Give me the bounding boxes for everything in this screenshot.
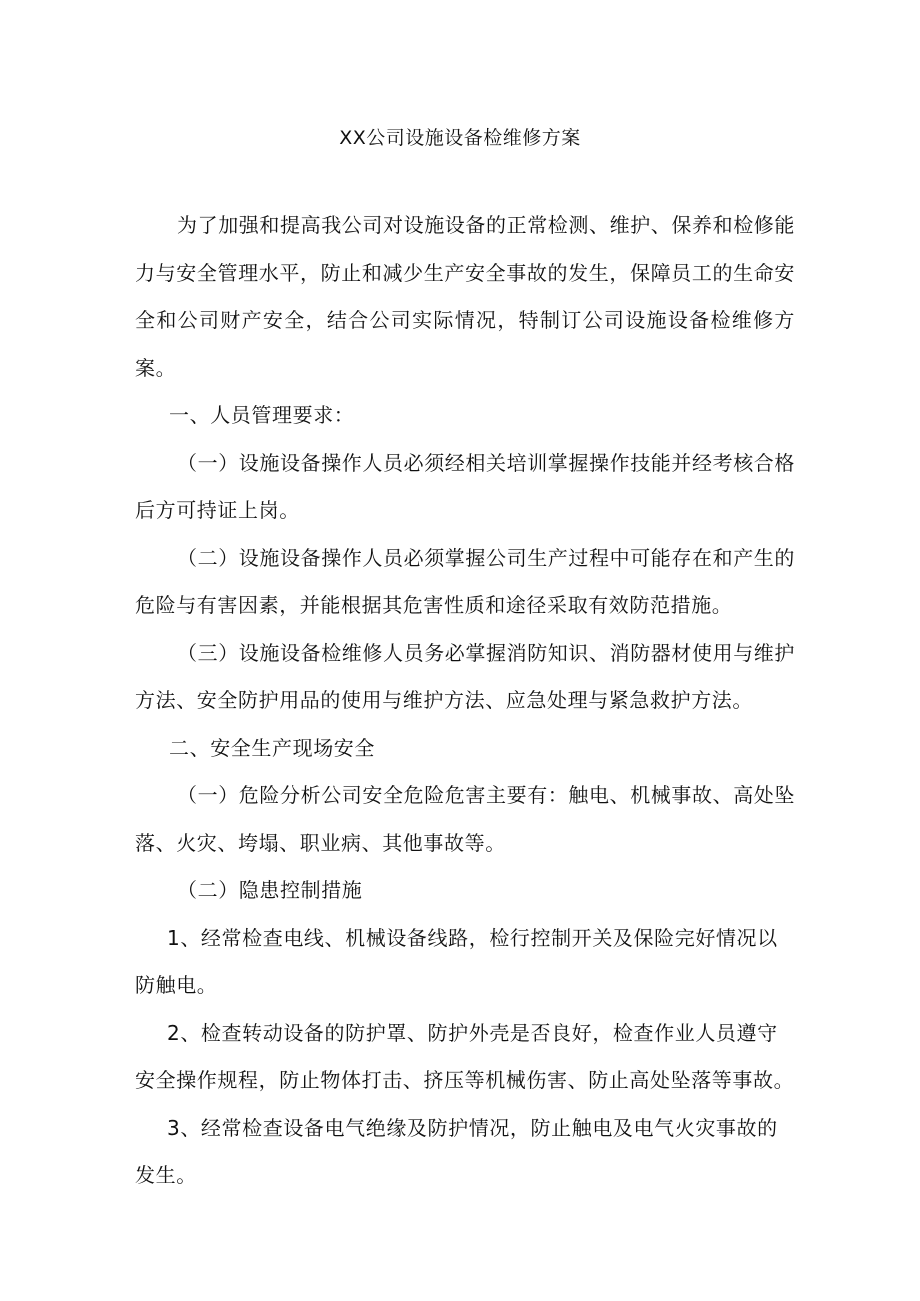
control-measure-1: 1、经常检查电线、机械设备线路，检行控制开关及保险完好情况以防触电。 [135,925,778,997]
site-safety-item-2: （二）隐患控制措施 [177,878,363,902]
document-title: XX公司设施设备检维修方案 [339,127,581,149]
personnel-item-3: （三）设施设备检维修人员务必掌握消防知识、消防器材使用与维护方法、安全防护用品的使用与维护方法、应急处理与紧急救护方法。 [135,640,795,712]
personnel-item-1: （一）设施设备操作人员必须经相关培训掌握操作技能并经考核合格后方可持证上岗。 [135,450,795,522]
section-heading-site-safety: 二、安全生产现场安全 [169,735,375,760]
control-measure-2: 2、检查转动设备的防护罩、防护外壳是否良好，检查作业人员遵守安全操作规程，防止物体打击、挤压等机械伤害、防止高处坠落等事故。 [135,1020,795,1092]
document-body [135,202,795,1200]
site-safety-item-1: （一）危险分析公司安全危险危害主要有：触电、机械事故、高处坠落、火灾、垮塌、职业病、其他事故等。 [135,783,795,855]
control-measure-3: 3、经常检查设备电气绝缘及防护情况，防止触电及电气火灾事故的发生。 [135,1115,778,1187]
section-heading-personnel: 一、人员管理要求： [169,403,355,427]
intro-paragraph: 为了加强和提高我公司对设施设备的正常检测、维护、保养和检修能力与安全管理水平，防止和减少生产安全事故的发生，保障员工的生命安全和公司财产安全，结合公司实际情况，特制订公司设施设备检维修方案。 [135,213,795,380]
personnel-item-2: （二）设施设备操作人员必须掌握公司生产过程中可能存在和产生的危险与有害因素，并能根据其危害性质和途径采取有效防范措施。 [135,545,795,617]
